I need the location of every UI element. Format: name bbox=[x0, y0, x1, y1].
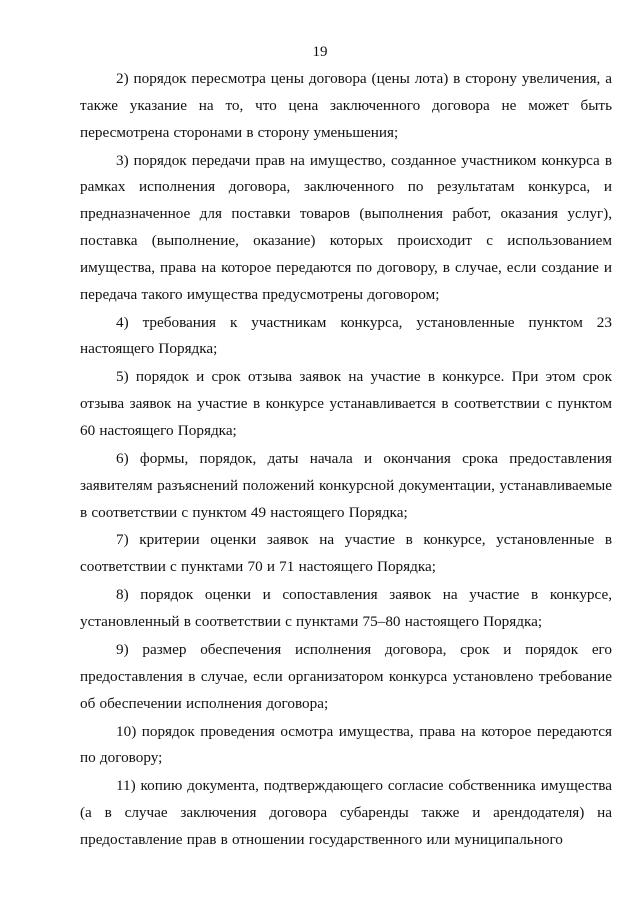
paragraph-item-8: 8) порядок оценки и сопоставления заявок на участие в конкурсе, установленный в соответствии с пунктами 75–80 настоящего Порядка; bbox=[80, 586, 612, 631]
document-body bbox=[80, 66, 612, 855]
page-number: 19 bbox=[312, 44, 328, 60]
paragraph-item-3: 3) порядок передачи прав на имущество, созданное участником конкурса в рамках исполнения договора, заключенного по результатам конкурса, и предназначенное для поставки товаров (выполнения работ, оказания услуг), поставка (выполнение, оказание) которых происходит с использованием имущества, права на которое передаются по договору, в случае, если создание и передача такого имущества предусмотрены договором; bbox=[80, 151, 612, 303]
paragraph-item-5: 5) порядок и срок отзыва заявок на участие в конкурсе. При этом срок отзыва заявок на участие в конкурсе устанавливается в соответствии с пунктом 60 настоящего Порядка; bbox=[80, 368, 612, 439]
paragraph-item-11: 11) копию документа, подтверждающего согласие собственника имущества (а в случае заключения договора субаренды также и арендодателя) на предоставление прав в отношении государственного или муниципального bbox=[80, 777, 612, 848]
paragraph-item-2: 2) порядок пересмотра цены договора (цены лота) в сторону увеличения, а также указание на то, что цена заключенного договора не может быть пересмотрена сторонами в сторону уменьшения; bbox=[80, 70, 612, 141]
paragraph-item-6: 6) формы, порядок, даты начала и окончания срока предоставления заявителям разъяснений положений конкурсной документации, устанавливаемые в соответствии с пунктом 49 настоящего Порядка; bbox=[80, 449, 612, 521]
paragraph-item-4: 4) требования к участникам конкурса, установленные пунктом 23 настоящего Порядка; bbox=[80, 313, 612, 358]
paragraph-item-9: 9) размер обеспечения исполнения договора, срок и порядок его предоставления в случае, если организатором конкурса установлено требование об обеспечении исполнения договора; bbox=[80, 641, 612, 712]
paragraph-item-10: 10) порядок проведения осмотра имущества, права на которое передаются по договору; bbox=[80, 722, 612, 767]
paragraph-item-7: 7) критерии оценки заявок на участие в конкурсе, установленные в соответствии с пунктами 70 и 71 настоящего Порядка; bbox=[80, 531, 612, 576]
